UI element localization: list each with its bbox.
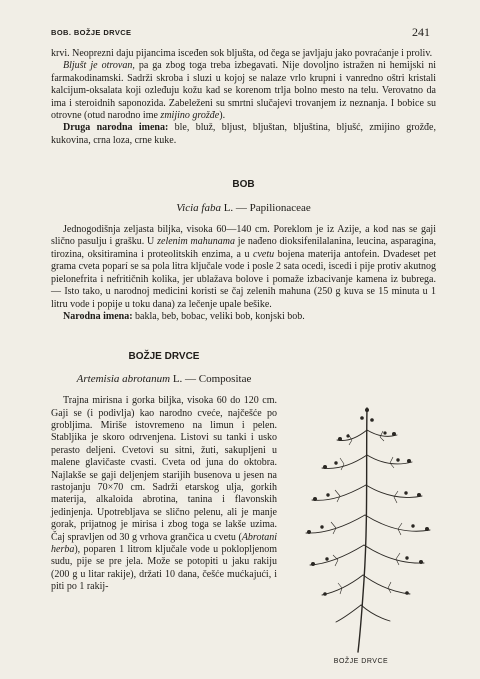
page-header	[51, 26, 430, 40]
paragraph-bozje-description: Trajna mirisna i gorka biljka, visoka 60 do 120 cm. Gaji se (i podivlja) kao narodno cveće, najčešće po grobljima. Miriše istovremeno na limun i pelen. Stabljika je skoro odrvenjena. Listovi su tanki i usko perasto deljeni. Cvetovi su sitni, žuti, sakupljeni u malene glavičaste cvasti. Cveta od juna do oktobra. Najlakše se gaji deljenjem starijih busenova u jesen na rastojanju 70×70 cm. Sadrži etarskog ulja, gorkih materija, alkaloida abrotina, tanina i flavonskih jedinjenja. Upotrebljava se slično pelenu, ali je manje gorak, prijatnog je mirisa i zbog toga se lakše uzima. Čaj spravljen od 30 g vrhova grančica u cvetu (Abrotani herba), poparen 1 litrom ključale vode u poklopljenom sudu, pije se pre jela. Može se potopiti u jaku rakiju (200 g u litar rakije), držati 10 dana, češće mućkajući, i piti po 1 rakij-	[51, 395, 277, 593]
paragraph-other-names: Druga narodna imena: ble, bluž, bljust, bljuštan, bljuština, bljušć, zmijino grožđe, kukovina, crna loza, crne kuke.	[51, 122, 436, 146]
artemisia-plant-drawing-icon	[292, 400, 442, 655]
page-number: 241	[412, 25, 430, 39]
latin-name-bozje-drvce: Artemisia abrotanum L. — Compositae	[76, 372, 252, 385]
paragraph-bob-folk-names: Narodna imena: bakla, beb, bobac, veliki bob, konjski bob.	[63, 310, 305, 322]
section-title-bob: BOB	[232, 179, 255, 191]
running-head: BOB. BOŽJE DRVCE	[51, 28, 132, 37]
paragraph-continuation: krvi. Neoprezni daju pijancima isceđen sok bljušta, od čega se javljaju jako povraćanje i proliv.	[51, 48, 433, 59]
section-title-bozje-drvce: BOŽJE DRVCE	[128, 351, 200, 363]
bozje-column	[51, 351, 277, 593]
paragraph-toxicity: Bljušt je otrovan, pa ga zbog toga treba izbegavati. Nije dovoljno istražen ni hemijski ni farmakodinamski. Sadrži skroba i sluzi u kojoj se nalaze vrlo krupni i vanredno oštri kristali kalcijum-oksalata koji ozleđuju kožu kad se korenom trlja bolno mesto na telu. Verovatno da ima i steroidnih saponozida. Zabeleženi su smrtni slučajevi trovanjem iz neznanja. I bobice su otrovne (otud narodno ime zmijino grožđe).	[51, 60, 436, 122]
latin-name-bob: Vicia faba L. — Papilionaceae	[176, 201, 311, 214]
figure-caption: BOŽJE DRVCE	[333, 658, 389, 665]
paragraph-bob-description: Jednogodišnja zeljasta biljka, visoka 60—140 cm. Poreklom je iz Azije, a kod nas se gaji slično pasulju i grašku. U zelenim mahunama je nađeno dioksifenilalanina, leucina, asparagina, tirozina, oksitiramina i proteolitskih enzima, a u cvetu bojena materija antofein. Dvadeset pet grama cveta poparí se sa pola litra ključale vode i posle 2 sata ocedi, iscedi i pije protiv akutnog pielonefrita i nefritičnih kolika, jer ublažava bolove i pomaže izbacivanje kamena iz bubrega. — Isto tako, u narodnoj medicini koristi se čaj zelenih mahuna (250 g kuva se 15 minuta u 1 litru vode i popije u toku dana) za lečenje upale bešike.	[51, 224, 436, 310]
